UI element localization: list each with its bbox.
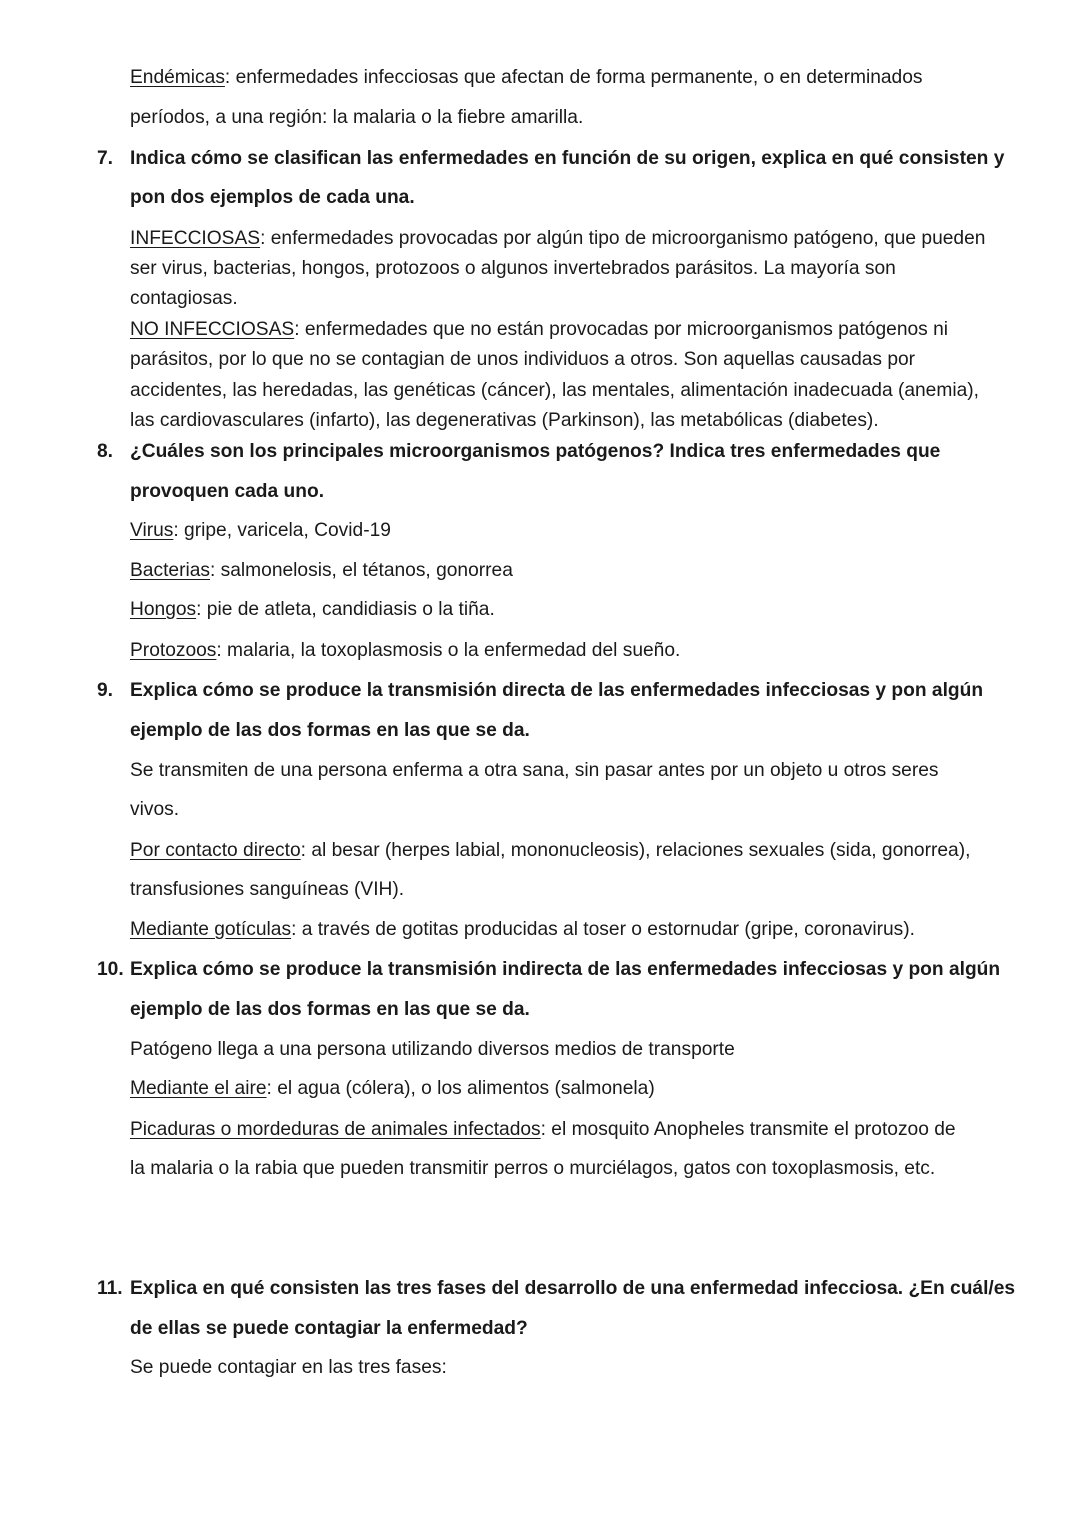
protozoos-term: Protozoos (130, 640, 217, 661)
question-7-line-1: Indica cómo se clasifican las enfermedades en función de su origen, explica en qué consisten y (130, 148, 1005, 169)
endemicas-definition-line-2: períodos, a una región: la malaria o la fiebre amarilla. (130, 107, 584, 128)
infecciosas-line-3: contagiosas. (130, 288, 238, 309)
no-infecciosas-line-2: parásitos, por lo que no se contagian de unos individuos a otros. Son aquellas causadas por (130, 349, 916, 370)
question-11-number: 11. (97, 1278, 123, 1299)
question-8-line-2: provoquen cada uno. (130, 481, 325, 502)
picaduras-term: Picaduras o mordeduras de animales infectados (130, 1119, 541, 1140)
goticulas-line (130, 918, 915, 942)
question-11-answer-line-1: Se puede contagiar en las tres fases: (130, 1357, 447, 1378)
no-infecciosas-line-1 (130, 318, 948, 342)
contacto-directo-term: Por contacto directo (130, 840, 301, 861)
bacterias-text: : salmonelosis, el tétanos, gonorrea (209, 560, 513, 581)
no-infecciosas-line-4: las cardiovasculares (infarto), las degenerativas (Parkinson), las metabólicas (diabetes). (130, 410, 879, 431)
question-9-answer-line-2: vivos. (130, 799, 180, 820)
question-10-answer-line-1: Patógeno llega a una persona utilizando diversos medios de transporte (130, 1039, 735, 1060)
picaduras-text: : el mosquito Anopheles transmite el protozoo de (540, 1119, 956, 1140)
question-10-line-1: Explica cómo se produce la transmisión indirecta de las enfermedades infecciosas y pon algún (130, 959, 1001, 980)
question-10-number: 10. (97, 959, 124, 980)
protozoos-text: : malaria, la toxoplasmosis o la enfermedad del sueño. (216, 640, 681, 661)
picaduras-line-2: la malaria o la rabia que pueden transmitir perros o murciélagos, gatos con toxoplasmosis, etc. (130, 1158, 936, 1179)
contacto-directo-line-1 (130, 839, 970, 863)
question-11-line-1: Explica en qué consisten las tres fases del desarrollo de una enfermedad infecciosa. ¿En cuál/es (130, 1278, 1016, 1299)
hongos-answer (130, 598, 495, 622)
question-9-answer-line-1: Se transmiten de una persona enferma a otra sana, sin pasar antes por un objeto u otros seres (130, 760, 939, 781)
goticulas-term: Mediante gotículas (130, 919, 292, 940)
infecciosas-text: : enfermedades provocadas por algún tipo de microorganismo patógeno, que pueden (260, 228, 986, 249)
infecciosas-line-1 (130, 227, 985, 251)
picaduras-line-1 (130, 1118, 956, 1142)
no-infecciosas-text: : enfermedades que no están provocadas por microorganismos patógenos ni (294, 319, 949, 340)
aire-text: : el agua (cólera), o los alimentos (salmonela) (266, 1078, 655, 1099)
hongos-term: Hongos (130, 599, 197, 620)
question-11-line-2: de ellas se puede contagiar la enfermedad? (130, 1318, 528, 1339)
question-7-line-2: pon dos ejemplos de cada una. (130, 187, 415, 208)
contacto-directo-line-2: transfusiones sanguíneas (VIH). (130, 879, 405, 900)
virus-term: Virus (130, 520, 174, 541)
endemicas-text: : enfermedades infecciosas que afectan de forma permanente, o en determinados (224, 67, 923, 88)
contacto-directo-text: : al besar (herpes labial, mononucleosis), relaciones sexuales (sida, gonorrea), (300, 840, 971, 861)
protozoos-answer (130, 639, 680, 663)
hongos-text: : pie de atleta, candidiasis o la tiña. (196, 599, 495, 620)
no-infecciosas-line-3: accidentes, las heredadas, las genéticas (cáncer), las mentales, alimentación inadecuada (anemia), (130, 380, 979, 401)
virus-answer (130, 519, 391, 543)
aire-term: Mediante el aire (130, 1078, 267, 1099)
question-8-number: 8. (97, 441, 114, 462)
endemicas-definition-line-1 (130, 66, 923, 90)
infecciosas-line-2: ser virus, bacterias, hongos, protozoos o algunos invertebrados parásitos. La mayoría son (130, 258, 896, 279)
question-9-number: 9. (97, 680, 114, 701)
no-infecciosas-term: NO INFECCIOSAS (130, 319, 295, 340)
aire-line (130, 1077, 655, 1101)
endemicas-term: Endémicas (130, 67, 225, 88)
question-9-line-1: Explica cómo se produce la transmisión directa de las enfermedades infecciosas y pon algún (130, 680, 984, 701)
question-10-line-2: ejemplo de las dos formas en las que se da. (130, 999, 530, 1020)
question-9-line-2: ejemplo de las dos formas en las que se da. (130, 720, 530, 741)
question-7-number: 7. (97, 148, 114, 169)
bacterias-answer (130, 559, 513, 583)
virus-text: : gripe, varicela, Covid-19 (173, 520, 391, 541)
goticulas-text: : a través de gotitas producidas al toser o estornudar (gripe, coronavirus). (291, 919, 915, 940)
infecciosas-term: INFECCIOSAS (130, 228, 261, 249)
question-8-line-1: ¿Cuáles son los principales microorganismos patógenos? Indica tres enfermedades que (130, 441, 941, 462)
bacterias-term: Bacterias (130, 560, 210, 581)
